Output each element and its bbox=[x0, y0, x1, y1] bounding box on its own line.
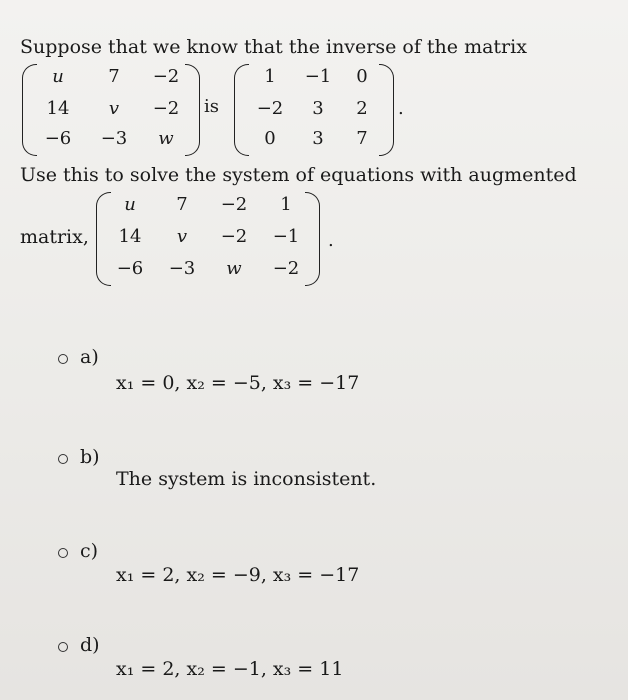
augmented-cell: −3 bbox=[168, 258, 196, 279]
matrix-label: matrix, bbox=[20, 226, 89, 248]
matrix-a-cell: 14 bbox=[46, 98, 70, 119]
option-a[interactable] bbox=[58, 346, 398, 396]
augmented-cell: u bbox=[124, 194, 136, 215]
option-d-answer: x₁ = 2, x₂ = −1, x₃ = 11 bbox=[116, 658, 344, 680]
augmented-cell: 1 bbox=[280, 194, 292, 215]
matrix-ainv-cell: −1 bbox=[304, 66, 332, 87]
matrix-ainv-cell: 0 bbox=[264, 128, 276, 149]
augmented-cell: −2 bbox=[272, 258, 300, 279]
augmented-cell: 7 bbox=[176, 194, 188, 215]
augmented-cell: 14 bbox=[118, 226, 142, 247]
matrix-ainv-cell: 3 bbox=[312, 98, 324, 119]
option-c-label: c) bbox=[80, 540, 99, 562]
period: . bbox=[328, 230, 334, 251]
matrix-a-cell: 7 bbox=[108, 66, 120, 87]
matrix-a-inverse bbox=[234, 64, 394, 156]
use-text: Use this to solve the system of equations with augmented bbox=[20, 164, 577, 186]
option-d[interactable] bbox=[58, 634, 398, 684]
option-a-answer: x₁ = 0, x₂ = −5, x₃ = −17 bbox=[116, 372, 360, 394]
matrix-ainv-cell: 7 bbox=[356, 128, 368, 149]
matrix-a-cell: −2 bbox=[152, 98, 180, 119]
matrix-ainv-cell: 0 bbox=[356, 66, 368, 87]
augmented-cell: −2 bbox=[220, 194, 248, 215]
augmented-matrix bbox=[96, 192, 320, 286]
radio-b[interactable] bbox=[58, 454, 68, 464]
option-a-label: a) bbox=[80, 346, 99, 368]
period: . bbox=[398, 98, 404, 119]
matrix-a-cell: −3 bbox=[100, 128, 128, 149]
augmented-cell: −1 bbox=[272, 226, 300, 247]
option-b[interactable] bbox=[58, 446, 398, 496]
option-c-answer: x₁ = 2, x₂ = −9, x₃ = −17 bbox=[116, 564, 360, 586]
matrix-a-cell: u bbox=[52, 66, 64, 87]
radio-d[interactable] bbox=[58, 642, 68, 652]
is-word: is bbox=[204, 96, 219, 117]
matrix-ainv-cell: −2 bbox=[256, 98, 284, 119]
matrix-a-cell: w bbox=[158, 128, 174, 149]
augmented-cell: w bbox=[226, 258, 242, 279]
radio-a[interactable] bbox=[58, 354, 68, 364]
option-b-answer: The system is inconsistent. bbox=[116, 468, 377, 490]
radio-c[interactable] bbox=[58, 548, 68, 558]
matrix-a-cell: v bbox=[108, 98, 120, 119]
augmented-cell: v bbox=[176, 226, 188, 247]
option-c[interactable] bbox=[58, 540, 398, 590]
option-b-label: b) bbox=[80, 446, 100, 468]
matrix-ainv-cell: 2 bbox=[356, 98, 368, 119]
option-d-label: d) bbox=[80, 634, 100, 656]
matrix-a bbox=[22, 64, 200, 156]
matrix-ainv-cell: 1 bbox=[264, 66, 276, 87]
matrix-ainv-cell: 3 bbox=[312, 128, 324, 149]
matrix-a-cell: −6 bbox=[44, 128, 72, 149]
intro-text: Suppose that we know that the inverse of the matrix bbox=[20, 36, 527, 58]
augmented-cell: −2 bbox=[220, 226, 248, 247]
matrix-a-cell: −2 bbox=[152, 66, 180, 87]
augmented-cell: −6 bbox=[116, 258, 144, 279]
